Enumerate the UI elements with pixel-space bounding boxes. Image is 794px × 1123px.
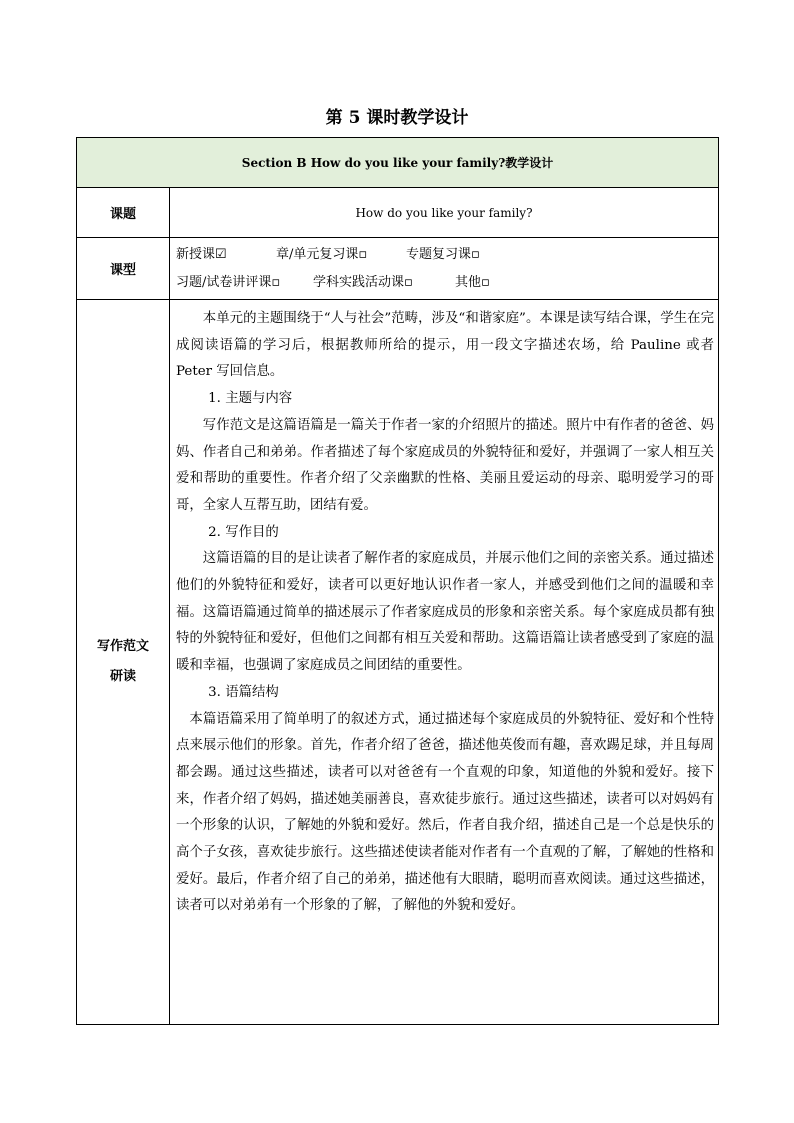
writing-study-label-line-1: 写作范文 bbox=[96, 639, 149, 654]
section-heading-3: 3. 语篇结构 bbox=[208, 684, 279, 700]
writing-study-content bbox=[170, 300, 719, 1025]
lesson-type-label: 课型 bbox=[77, 238, 170, 300]
option-exercise-review[interactable]: 习题/试卷讲评课▫ bbox=[176, 274, 281, 290]
section-paragraph-2: 这篇语篇的目的是让读者了解作者的家庭成员，并展示他们之间的亲密关系。通过描述他们的外貌特征和爱好，读者可以更好地认识作者一家人，并感受到他们之间的温暖和幸福。这篇语篇通过简单的描述展示了作者家庭成员的形象和亲密关系。每个家庭成员都有独特的外貌特征和爱好，但他们之间都有相互关爱和帮助。这篇语篇让读者感受到了家庭的温暖和幸福，也强调了家庭成员之间团结的重要性。 bbox=[176, 551, 715, 674]
option-topic-review[interactable]: 专题复习课▫ bbox=[406, 246, 480, 262]
lesson-type-row-2 bbox=[176, 269, 718, 297]
option-new-lesson[interactable]: 新授课☑ bbox=[176, 246, 227, 262]
section-heading-2: 2. 写作目的 bbox=[208, 524, 279, 540]
document-title: 第 5 课时教学设计 bbox=[325, 108, 469, 128]
topic-value: How do you like your family? bbox=[170, 188, 719, 238]
writing-study-label bbox=[77, 300, 170, 1025]
topic-label: 课题 bbox=[77, 188, 170, 238]
intro-paragraph: 本单元的主题围绕于“人与社会”范畴，涉及“和谐家庭”。本课是读写结合课，学生在完成阅读语篇的学习后，根据教师所给的提示，用一段文字描述农场，给 Pauline 或者 Peter 写回信息。 bbox=[176, 311, 715, 380]
option-practice-activity[interactable]: 学科实践活动课▫ bbox=[313, 274, 413, 290]
lesson-type-row-1 bbox=[176, 241, 718, 269]
lesson-plan-table bbox=[76, 137, 719, 1025]
writing-study-label-line-2: 研读 bbox=[109, 669, 136, 684]
section-paragraph-3: 本篇语篇采用了简单明了的叙述方式，通过描述每个家庭成员的外貌特征、爱好和个性特点来展示他们的形象。首先，作者介绍了爸爸，描述他英俊而有趣，喜欢踢足球，并且每周都会踢。通过这些描述，读者可以对爸爸有一个直观的印象，知道他的外貌和爱好。接下来，作者介绍了妈妈，描述她美丽善良，喜欢徒步旅行。通过这些描述，读者可以对妈妈有一个形象的认识，了解她的外貌和爱好。然后，作者自我介绍，描述自己是一个总是快乐的高个子女孩，喜欢徒步旅行。这些描述使读者能对作者有一个直观的了解，了解她的性格和爱好。最后，作者介绍了自己的弟弟，描述他有大眼睛，聪明而喜欢阅读。通过这些描述，读者可以对弟弟有一个形象的了解，了解他的外貌和爱好。 bbox=[176, 711, 715, 914]
option-unit-review[interactable]: 章/单元复习课▫ bbox=[276, 246, 368, 262]
section-heading-1: 1. 主题与内容 bbox=[208, 391, 293, 407]
option-other[interactable]: 其他▫ bbox=[455, 274, 490, 290]
table-header: Section B How do you like your family?教学设计 bbox=[77, 138, 719, 188]
section-paragraph-1: 写作范文是这篇语篇是一篇关于作者一家的介绍照片的描述。照片中有作者的爸爸、妈妈、作者自己和弟弟。作者描述了每个家庭成员的外貌特征和爱好，并强调了一家人相互关爱和帮助的重要性。作者介绍了父亲幽默的性格、美丽且爱运动的母亲、聪明爱学习的哥哥，全家人互帮互助，团结有爱。 bbox=[176, 417, 715, 513]
lesson-type-options bbox=[170, 238, 719, 300]
